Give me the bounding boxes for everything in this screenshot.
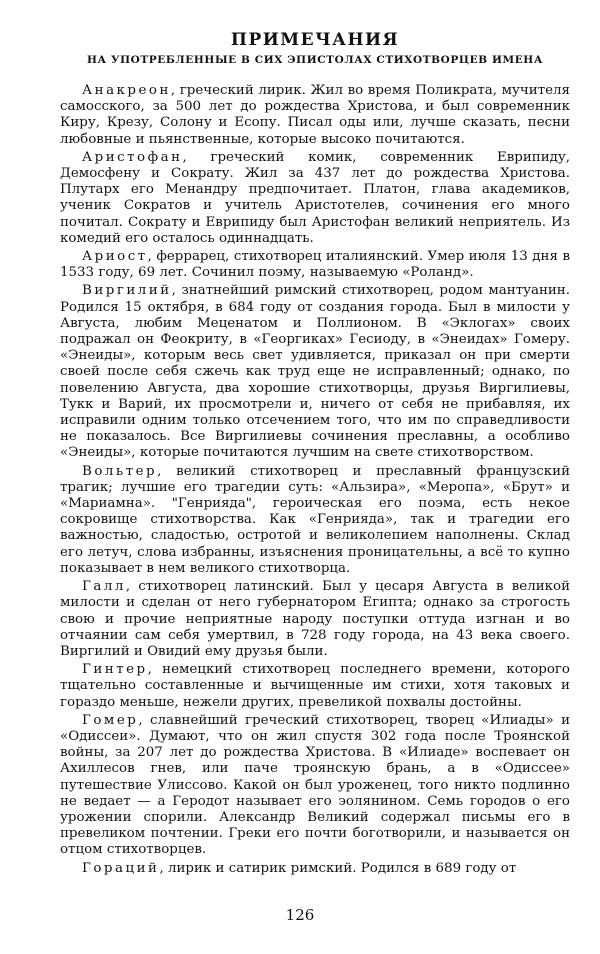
note-name: Гомер [82,712,139,728]
note-text: , славнейший греческий стихотворец, творец «Илиады» и «Одиссеи». Думают, что он жил спустя 302 года после Троянской войны, за 207 лет до рождества Христова. В «Илиаде» воспевает он Ахиллесов гнев, или паче троянскую брань, а в «Одиссее» путешествие Улиссово. Какой он был уроженец, того никто подлинно не ведает — а Геродот называет его эолянином. Семь городов о его урожении спорили. Александр Великий содержал письмы его в превеликом почтении. Греки его почти боготворили, и называется он отцом стихотворцев. [60,712,570,858]
note-text: , лирик и сатирик римский. Родился в 689 году от [159,860,517,876]
note-entry-virgil [60,283,570,461]
note-entry-homer [60,713,570,859]
note-entry-gallus [60,579,570,660]
page-title: ПРИМЕЧАНИЯ [230,30,400,50]
note-entry-gunther [60,662,570,711]
note-name: Галл [82,579,126,595]
note-name: Гораций [82,860,160,876]
note-entry-anacreon [60,83,570,148]
page-subtitle: НА УПОТРЕБЛЕННЫЕ В СИХ ЭПИСТОЛАХ СТИХОТВОРЦЕВ ИМЕНА [87,54,543,66]
note-entry-horace [60,861,570,877]
note-name: Гинтер [82,662,148,678]
note-name: Вольтер [82,463,158,479]
note-entry-aristophanes [60,150,570,247]
note-entry-voltaire [60,464,570,577]
page-number: 126 [285,906,315,924]
note-text: , великий стихотворец и преславный французский трагик; лучшие его трагедии суть: «Альзира», «Меропа», «Брут» и «Мариамна». "Генрияда", героическая его поэма, есть некое сокровище стихотворства. Как «Генрияда», так и трагедии его важностью, сладостью, остротой и великолепием наполнены. Склад его летуч, слова избранны, изъяснения проницательны, а всё то купно показывает в нем великого стихотворца. [60,463,570,576]
notes-list [60,83,570,877]
note-text: , стихотворец латинский. Был у цесаря Августа в великой милости и сделан от него губернатором Египта; однако за строгость свою и прочие неприятные народу поступки оттуда изгнан и во отчаянии сам себя умертвил, в 728 году города, на 43 века своего. Виргилий и Овидий ему друзья были. [60,579,570,659]
note-text: , феррарец, стихотворец италиянский. Умер июля 13 дня в 1533 году, 69 лет. Сочинил поэму, называемую «Роланд». [60,249,570,281]
note-name: Аристофан [82,149,183,165]
note-name: Анакреон [82,83,171,98]
note-text: , знатнейший римский стихотворец, родом мантуанин. Родился 15 октября, в 684 году от создания города. Был в милости у Августа, любим Меценатом и Поллионом. В «Эклогах» своих подражал он Феокриту, в «Георгиках» Гесиоду, в «Энеидах» Гомеру. «Энеиды», которым весь свет удивляется, приказал он при смерти своей после себя сжечь как труд еще не исправленный; однако, по повелению Августа, два хорошие стихотворцы, друзья Виргилиевы, Тукк и Варий, их просмотрели и, ничего от себя не прибавляя, их исправили одним только отсечением того, что им по справедливости не показалось. Все Виргилиевы сочинения преславны, а особливо «Энеиды», которые почитаются лучшим на свете стихотворством. [60,283,570,461]
note-text: , греческий комик, современник Еврипиду, Демосфену и Сократу. Жил за 437 лет до рождества Христова. Плутарх его Менандру предпочитает. Платон, глава академиков, ученик Сократов и учитель Аристотелев, сочинения его много почитал. Сократу и Еврипиду был Аристофан великий неприятель. Из комедий его осталось одиннадцать. [60,149,570,246]
note-name: Виргилий [82,283,172,299]
note-text: , немецкий стихотворец последнего времени, которого тщательно составленные и вычищенные им стихи, хотя таковых и гораздо меньше, нежели других, превеликой похвалы достойны. [60,662,570,710]
note-name: Ариост [82,249,148,265]
note-entry-ariosto [60,249,570,281]
note-text: , греческий лирик. Жил во время Поликрата, мучителя самосского, за 500 лет до рождества Христова, и был современник Киру, Крезу, Солону и Есопу. Писал оды или, лучше сказать, песни любовные и пьянственные, которые высоко почитаются. [60,83,570,147]
